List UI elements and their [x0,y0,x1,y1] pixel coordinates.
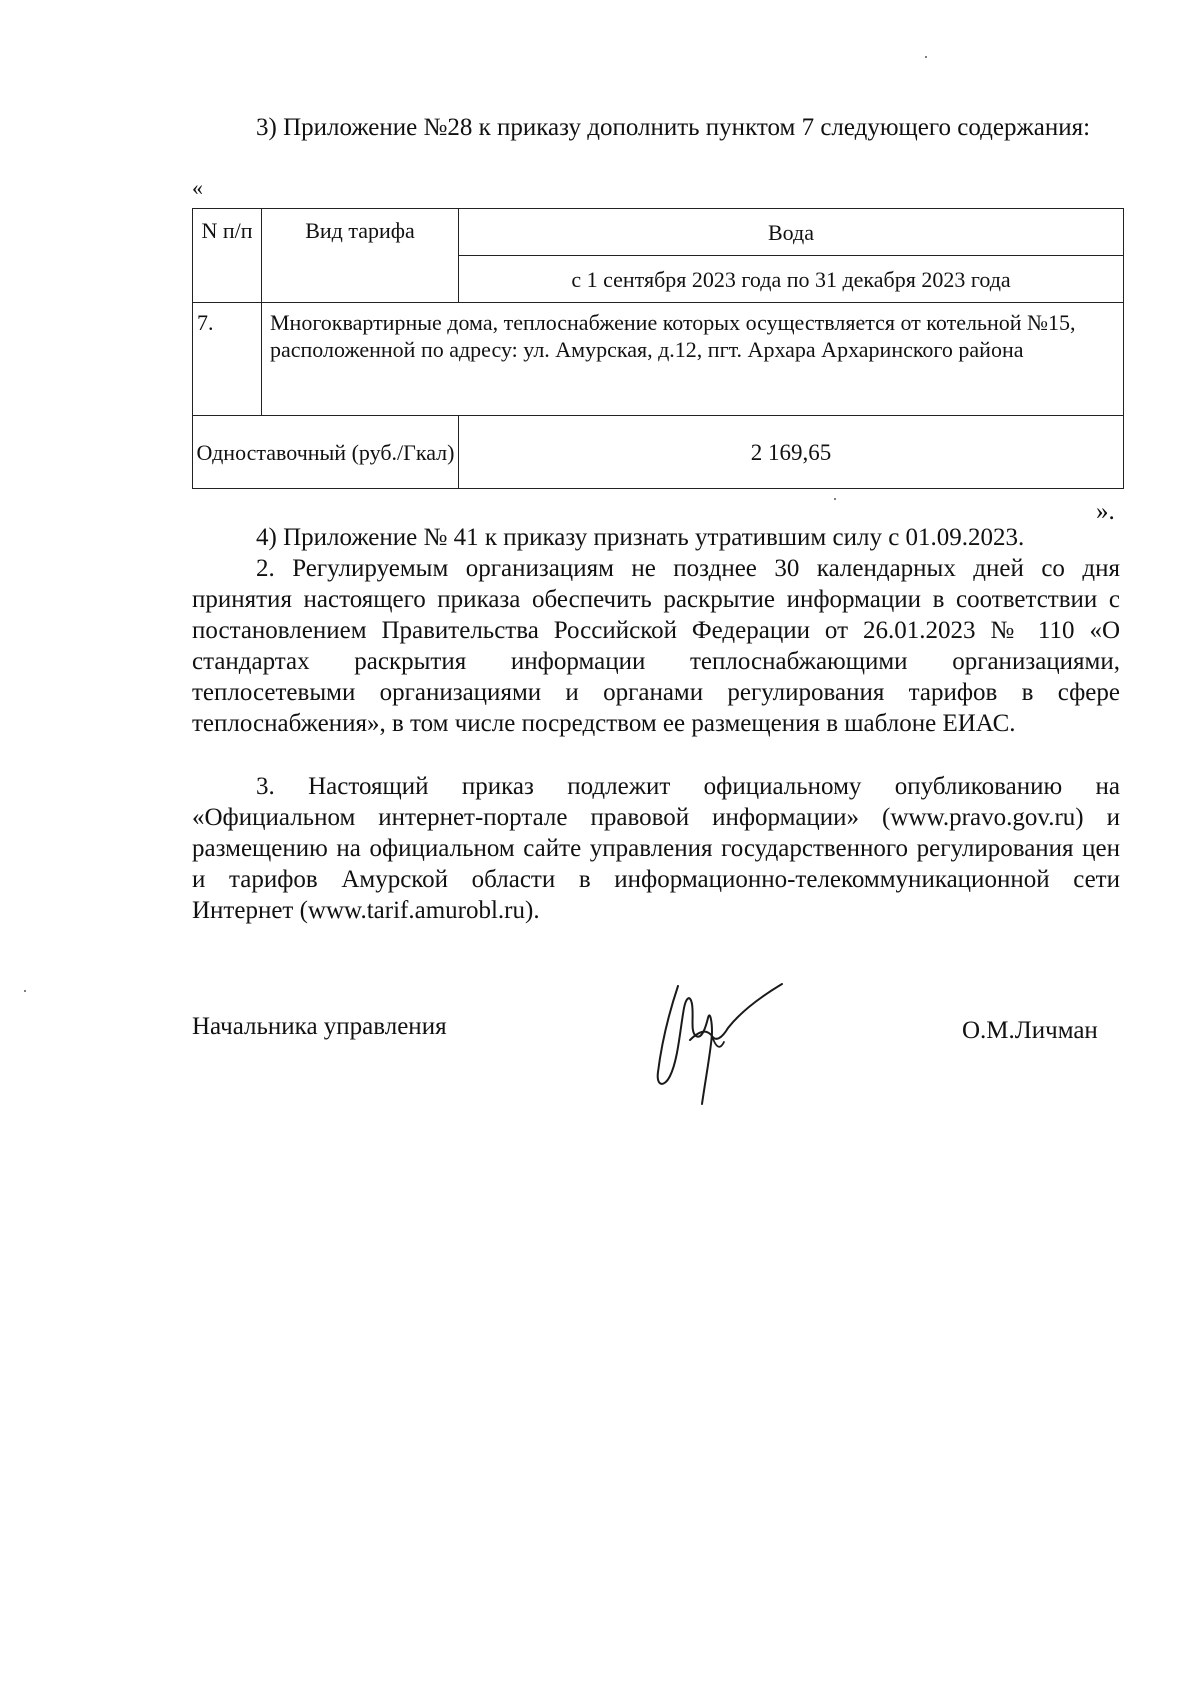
row-number-cell [193,303,262,416]
handwritten-signature [650,980,810,1110]
scan-speck [834,498,836,500]
item-3-publication-text: 3. Настоящий приказ подлежит официальному опубликованию на «Официальном интернет-портале правовой информации» (www.pravo.gov.ru) и размещению на официальном сайте управления государственного регулирования цен и тарифов Амурской области в информационно-телекоммуникационной сети Интернет (www.tarif.amurobl.ru). [192,773,1120,924]
header-number-cell [193,209,262,303]
header-resource-label: Вода [768,219,814,245]
scan-speck [925,56,927,58]
item-4-text: 4) Приложение № 41 к приказу признать утратившим силу с 01.09.2023. [256,524,1025,551]
header-number-label: N п/п [201,218,253,243]
tariff-table [192,208,1124,489]
closing-quote-mark: ». [1096,498,1115,525]
signer-position: Начальника управления [192,1013,447,1040]
tariff-unit-cell [193,416,459,489]
row-number: 7. [197,310,214,335]
item-3-amendment-text: 3) Приложение №28 к приказу дополнить пунктом 7 следующего содержания: [256,114,1091,141]
signer-name: О.М.Личман [962,1017,1098,1044]
row-description-cell [262,303,1124,416]
tariff-value: 2 169,65 [750,439,832,465]
period-cell [459,256,1124,303]
tariff-value-cell [459,416,1124,489]
header-tariff-type-cell [262,209,459,303]
period-label: с 1 сентября 2023 года по 31 декабря 2023 года [571,266,1011,292]
row-description: Многоквартирные дома, теплоснабжение которых осуществляется от котельной №15, расположенной по адресу: ул. Амурская, д.12, пгт. Архара Архаринского района [270,310,1076,362]
opening-quote-mark: « [192,175,203,200]
scan-speck [24,990,26,992]
header-resource-cell [459,209,1124,256]
tariff-unit-label: Одноставочный (руб./Гкал) [196,439,455,465]
item-2-disclosure-text: 2. Регулируемым организациям не позднее 30 календарных дней со дня принятия настоящего приказа обеспечить раскрытие информации в соответствии с постановлением Правительства Российской Федерации от 26.01.2023 № 110 «О стандартах раскрытия информации теплоснабжающими организациями, теплосетевыми организациями и органами регулирования тарифов в сфере теплоснабжения», в том числе посредством ее размещения в шаблоне ЕИАС. [192,555,1120,737]
header-tariff-type-label: Вид тарифа [305,218,415,243]
